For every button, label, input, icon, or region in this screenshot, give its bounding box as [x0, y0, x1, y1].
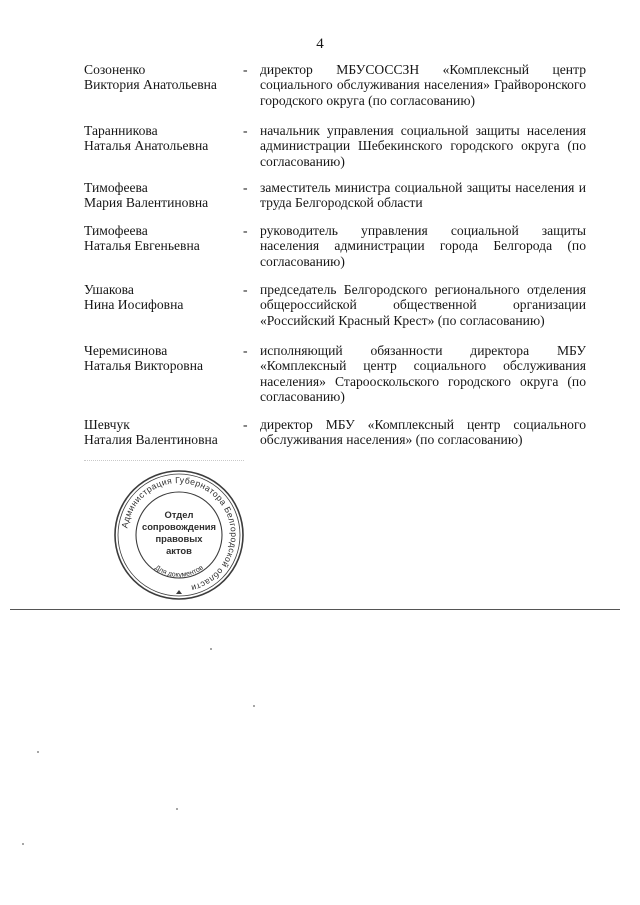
dash-separator: -: [243, 343, 248, 358]
scan-speck: [253, 705, 255, 707]
position-description: начальник управления социальной защиты населения администрации Шебекинского городского округа (по согласованию): [260, 123, 586, 169]
stamp-inner-line: актов: [166, 545, 192, 556]
surname: Созоненко: [84, 62, 146, 77]
given-names: Наталия Валентиновна: [84, 432, 218, 448]
person-name: [84, 123, 244, 154]
dash-separator: -: [243, 62, 248, 77]
position-description: председатель Белгородского регионального отделения общероссийской общественной организации «Российский Красный Крест» (по согласованию): [260, 282, 586, 328]
stamp-bottom-text: Для документов: [153, 564, 205, 579]
scan-speck: [22, 843, 24, 845]
given-names: Наталья Викторовна: [84, 358, 204, 374]
position-description: директор МБУ «Комплексный центр социального обслуживания населения» (по согласованию): [260, 417, 586, 448]
surname: Черемисинова: [84, 343, 168, 358]
position-description: руководитель управления социальной защиты населения администрации города Белгорода (по согласованию): [260, 223, 586, 269]
dash-separator: -: [243, 417, 248, 432]
dash-separator: -: [243, 123, 248, 138]
person-name: [84, 180, 244, 211]
page-number: 4: [316, 36, 324, 52]
stamp-inner-line: правовых: [155, 533, 203, 544]
given-names: Мария Валентиновна: [84, 195, 209, 211]
person-name: [84, 62, 244, 93]
person-name: [84, 343, 244, 374]
dash-separator: -: [243, 180, 248, 195]
star-icon: [176, 590, 182, 594]
given-names: Наталья Евгеньевна: [84, 238, 200, 254]
stamp-inner-line: сопровождения: [141, 521, 217, 532]
dash-separator: -: [243, 282, 248, 297]
person-name: [84, 223, 244, 254]
scan-speck: [210, 648, 212, 650]
surname: Ушакова: [84, 282, 134, 297]
official-stamp: [112, 468, 246, 602]
surname: Шевчук: [84, 417, 130, 432]
dash-separator: -: [243, 223, 248, 238]
person-name: [84, 417, 244, 448]
stamp-inner-line: Отдел: [164, 509, 194, 520]
scan-speck: [37, 751, 39, 753]
person-name: [84, 282, 244, 313]
given-names: Наталья Анатольевна: [84, 138, 209, 154]
surname: Тимофеева: [84, 223, 148, 238]
scan-speck: [176, 808, 178, 810]
given-names: Нина Иосифовна: [84, 297, 184, 313]
faint-divider: [84, 460, 244, 461]
surname: Таранникова: [84, 123, 158, 138]
stamp-ring-text: Администрация Губернатора Белгородской области: [119, 474, 240, 594]
position-description: директор МБУСОССЗН «Комплексный центр социального обслуживания населения» Грайворонского городского округа (по согласованию): [260, 62, 586, 108]
surname: Тимофеева: [84, 180, 148, 195]
position-description: исполняющий обязанности директора МБУ «Комплексный центр социального обслуживания населения» Старооскольского городского округа (по согласованию): [260, 343, 586, 405]
page-divider: [10, 609, 620, 610]
position-description: заместитель министра социальной защиты населения и труда Белгородской области: [260, 180, 586, 211]
given-names: Виктория Анатольевна: [84, 77, 217, 93]
